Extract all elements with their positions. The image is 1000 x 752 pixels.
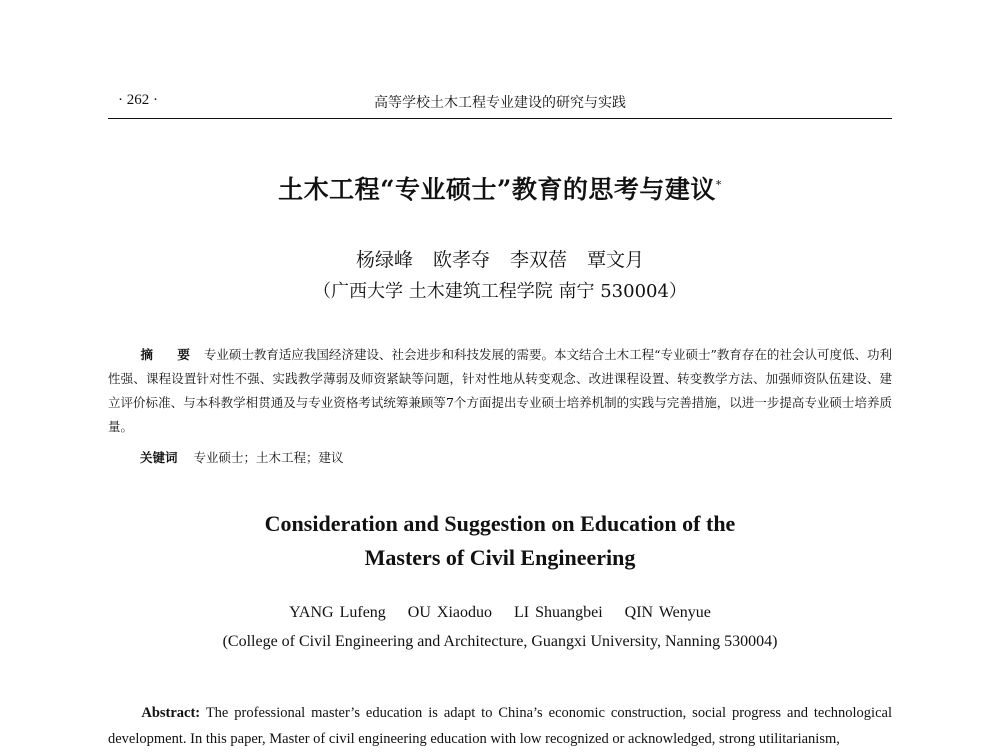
page-number: · 262 ·: [118, 92, 158, 108]
english-abstract-text: The professional master’s education is adapt to China’s economic construction, social progress and technological development. In this paper, Master of civil engineering education with low recognized or acknowledged, strong utilitarianism,: [108, 705, 892, 747]
chinese-keywords-text: 专业硕士；土木工程；建议: [193, 450, 344, 465]
english-author: YANG Lufeng: [289, 604, 386, 621]
english-author: OU Xiaoduo: [407, 604, 493, 621]
english-author: QIN Wenyue: [624, 604, 711, 621]
chinese-title-text: 土木工程“专业硕士”教育的思考与建议: [278, 175, 716, 204]
running-header: [108, 90, 892, 119]
journal-title: 高等学校土木工程专业建设的研究与实践: [374, 95, 626, 111]
chinese-authors: 杨绿峰 欧孝夺 李双蓓 覃文月: [355, 249, 645, 271]
english-title-line-2: Masters of Civil Engineering: [364, 545, 636, 570]
chinese-abstract-text: 专业硕士教育适应我国经济建设、社会进步和科技发展的需要。本文结合土木工程“专业硕士”教育存在的社会认可度低、功利性强、课程设置针对性不强、实践教学薄弱及师资紧缺等问题，针对性地从转变观念、改进课程设置、转变教学方法、加强师资队伍建设、建立评价标准、与本科教学相贯通及与专业资格考试统筹兼顾等7个方面提出专业硕士培养机制的实践与完善措施，以进一步提高专业硕士培养质量。: [108, 347, 892, 434]
english-title: [0, 507, 1000, 575]
chinese-affiliation: （广西大学 土木建筑工程学院 南宁 530004）: [313, 281, 687, 302]
english-affiliation: (College of Civil Engineering and Architecture, Guangxi University, Nanning 530004): [222, 633, 778, 650]
english-author: LI Shuangbei: [514, 604, 603, 621]
english-abstract: [108, 700, 892, 752]
chinese-keywords: [140, 448, 344, 466]
chinese-abstract-label: 摘 要: [140, 347, 200, 362]
chinese-title: [0, 170, 1000, 206]
title-footnote-mark: *: [715, 178, 722, 192]
english-abstract-label: Abstract:: [141, 705, 201, 721]
chinese-keywords-label: 关键词: [140, 450, 178, 465]
english-authors: [0, 604, 1000, 622]
chinese-abstract: [108, 343, 892, 439]
english-title-line-1: Consideration and Suggestion on Education of the: [264, 511, 736, 536]
